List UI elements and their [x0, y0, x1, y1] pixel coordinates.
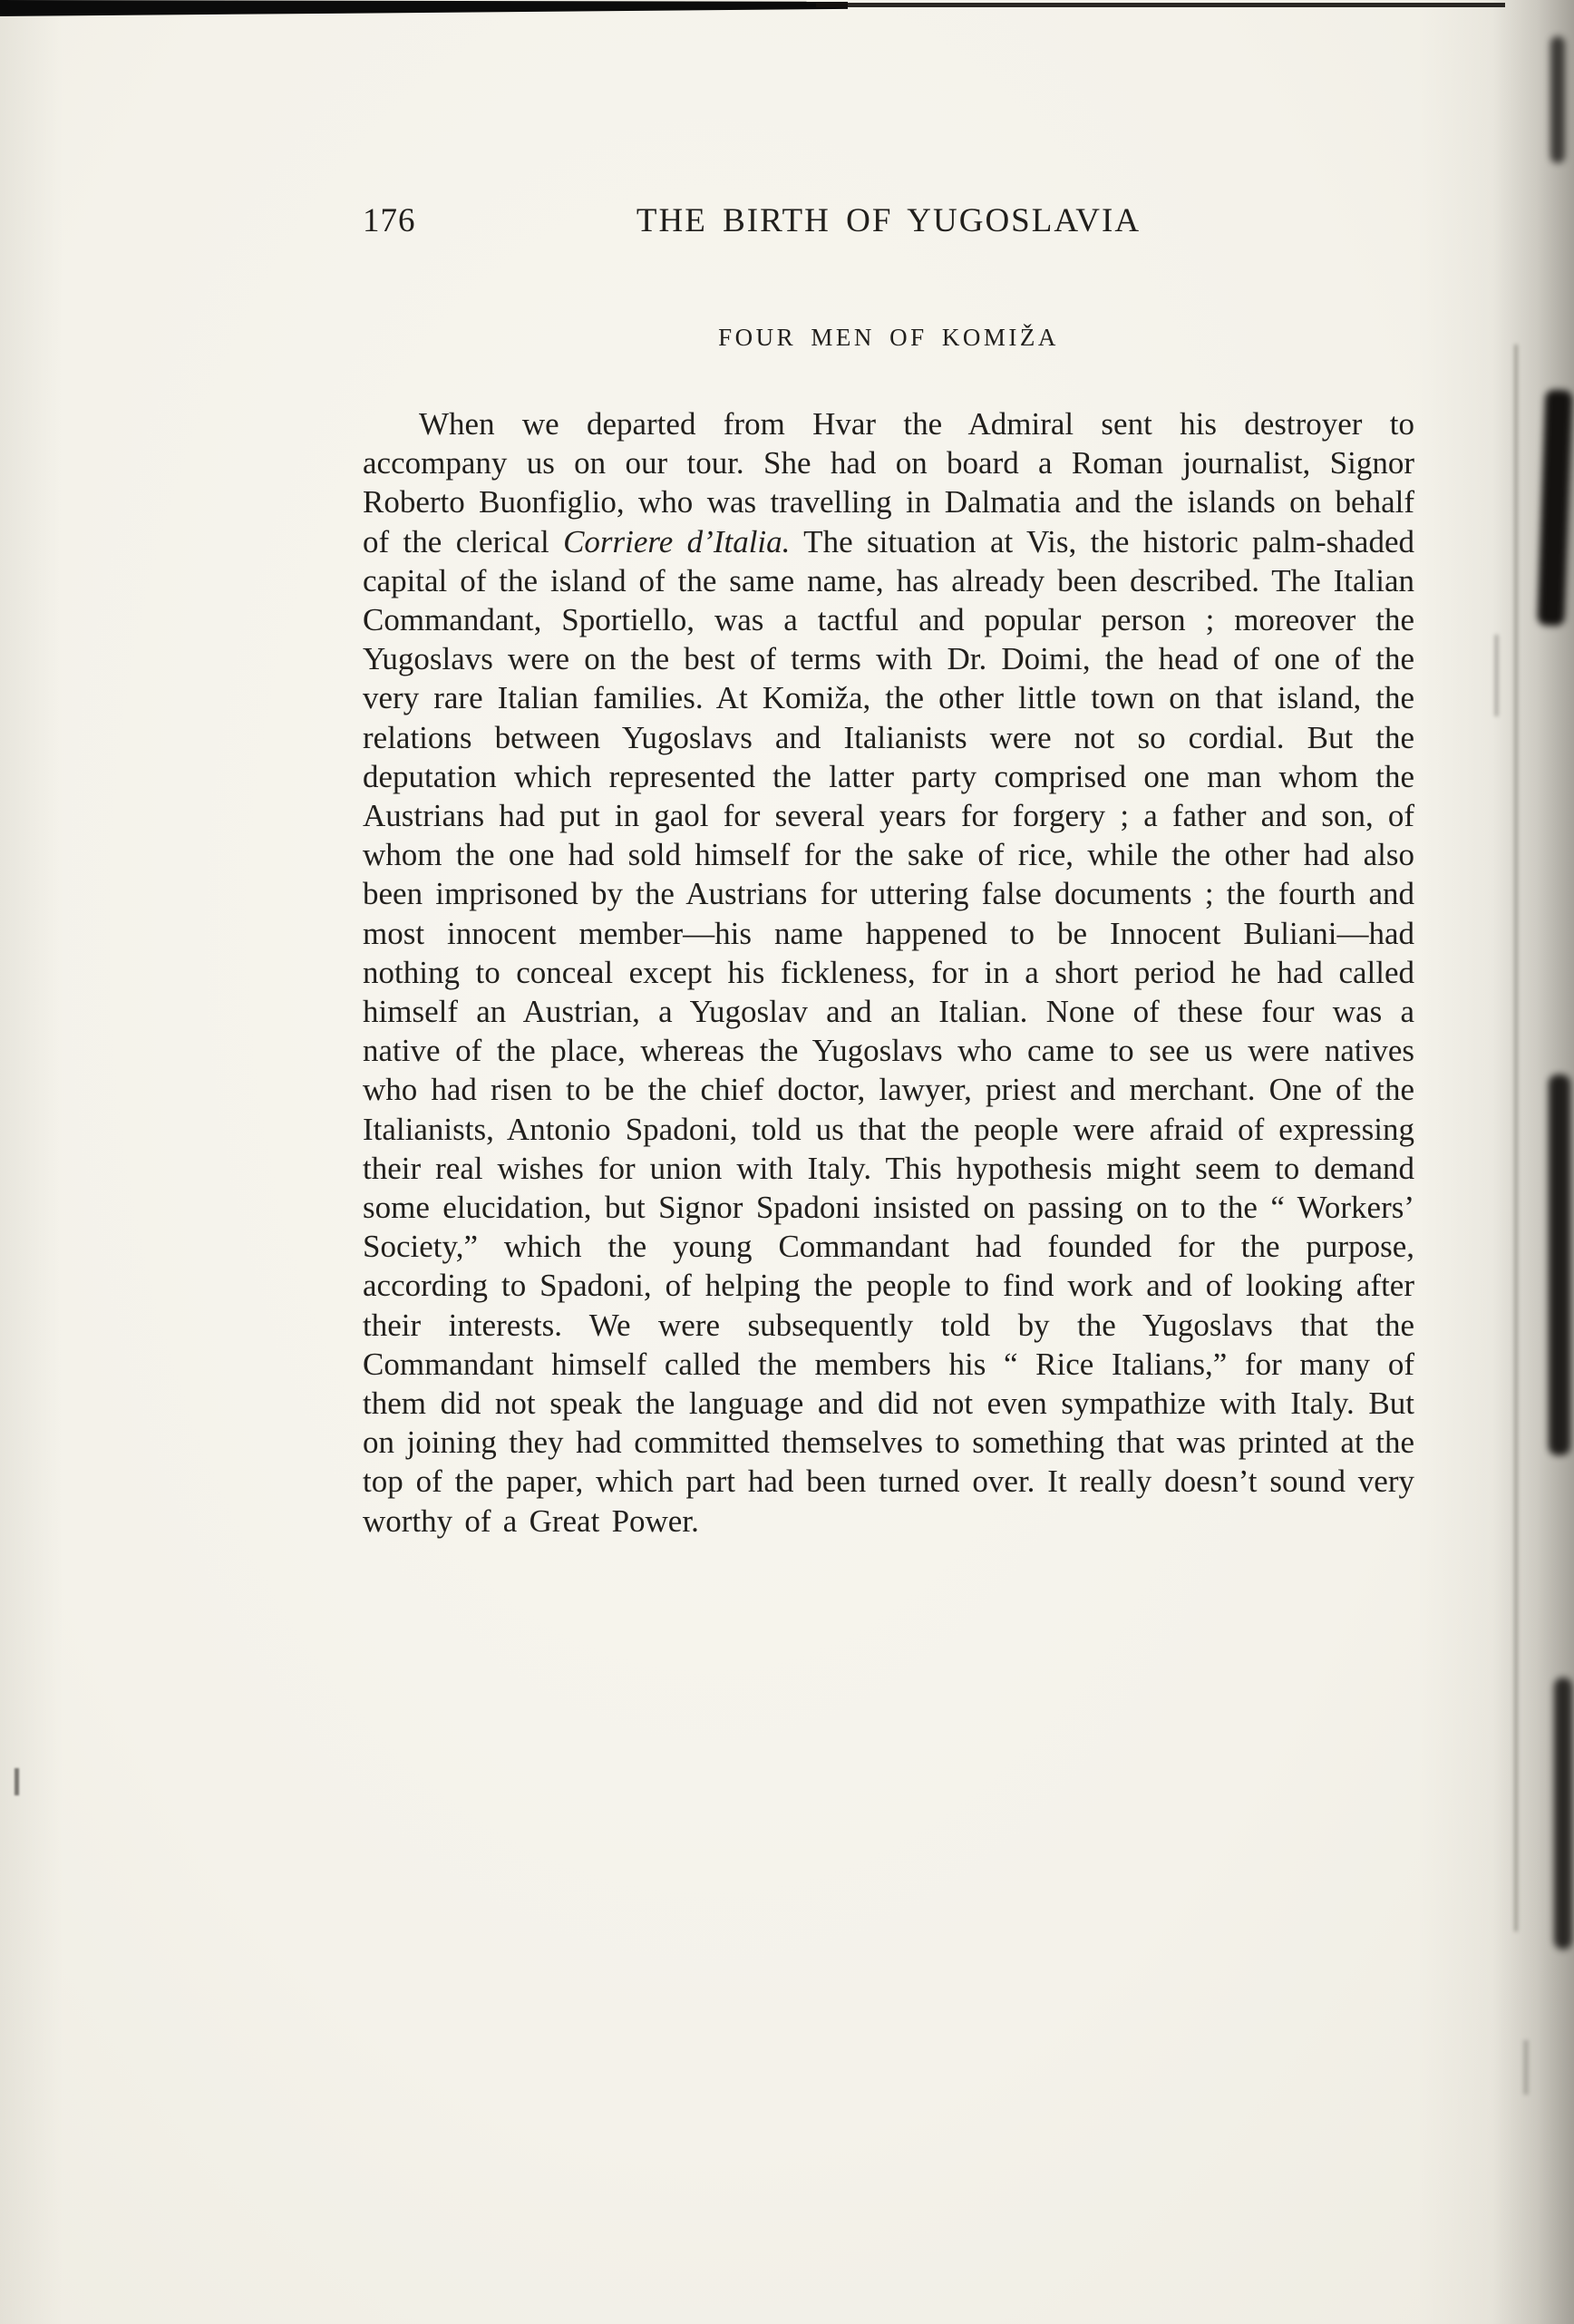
page-header: [363, 201, 1414, 240]
scan-artifact-top-line: [816, 3, 1505, 7]
scan-artifact-top-bar: [0, 0, 848, 16]
scan-artifact-speck: [1494, 635, 1499, 716]
section-heading: FOUR MEN OF KOMIŽA: [718, 324, 1059, 351]
scan-artifact-margin-mark: [15, 1768, 19, 1795]
scan-artifact-ink-blob: [1537, 390, 1572, 627]
scan-artifact-ink-blob: [1550, 36, 1565, 163]
body-paragraph: [363, 404, 1414, 1541]
body-text-italic-title: Corriere d’Italia.: [563, 523, 791, 559]
body-text-part2: The situation at Vis, the historic palm-shaded capital of the island of the same name, has already been described. The Italian Commandant, Sportiello, was a tactful and popular person ; moreover the Yugoslavs were on the best of terms with Dr. Doimi, the head of one of the very rare Italian families. At Komiža, the other little town on that island, the relations between Yugoslavs and Italianists were not so cordial. But the deputation which represented the latter party comprised one man whom the Austrians had put in gaol for several years for forgery ; a father and son, of whom the one had sold himself for the sake of rice, while the other had also been imprisoned by the Austrians for uttering false documents ; the fourth and most innocent member—his name happened to be Innocent Buliani—had nothing to conceal except his fickleness, for in a short period he had called himself an Austrian, a Yugoslav and an Italian. None of these four was a native of the place, whereas the Yugoslavs who came to see us were natives who had risen to be the chief doctor, lawyer, priest and merchant. One of the Italianists, Antonio Spadoni, told us that the people were afraid of expressing their real wishes for union with Italy. This hypothesis might seem to demand some elucidation, but Signor Spadoni insisted on passing on to the “ Workers’ Society,” which the young Commandant had founded for the purpose, according to Spadoni, of helping the people to find work and of looking after their interests. We were subsequently told by the Yugoslavs that the Commandant himself called the members his “ Rice Italians,” for many of them did not speak the language and did not even sympathize with Italy. But on joining they had committed themselves to something that was printed at the top of the paper, which part had been turned over. It really doesn’t sound very worthy of a Great Power.: [363, 523, 1414, 1539]
page-content: [363, 201, 1414, 1541]
page-number: 176: [363, 202, 416, 239]
scan-artifact-speck: [1523, 2040, 1529, 2095]
scan-artifact-binding-shadow: [1492, 0, 1574, 2324]
body-text-part1: When we departed from Hvar the Admiral sent his destroyer to accompany us on our tour. She had on board a Roman journalist, Signor Roberto Buonfiglio, who was travelling in Dalmatia and the islands on behalf of the clerical: [363, 406, 1414, 559]
scan-artifact-ink-blob: [1549, 1074, 1570, 1455]
scan-artifact-ink-blob: [1554, 1677, 1572, 1950]
running-title: THE BIRTH OF YUGOSLAVIA: [636, 202, 1142, 239]
scan-artifact-page-edge-line: [1514, 345, 1518, 1931]
